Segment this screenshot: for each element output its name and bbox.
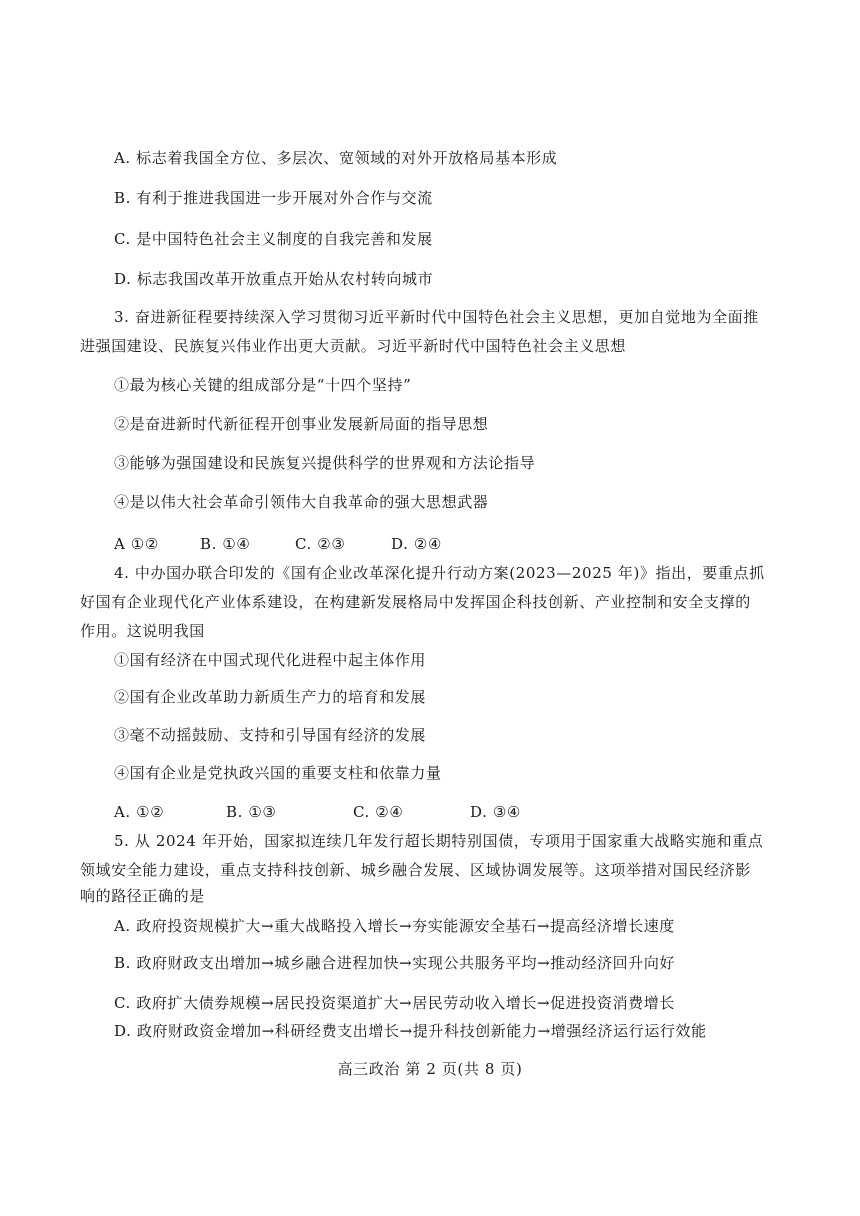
q3-choice-d: D. ②④: [391, 535, 442, 553]
q4-choice-a: A. ①②: [114, 803, 165, 821]
q3-stem-line-1: 3. 奋进新征程要持续深入学习贯彻习近平新时代中国特色社会主义思想，更加自觉地为全面推: [114, 308, 759, 326]
q4-choices: [114, 802, 521, 822]
q3-choice-a: A ①②: [114, 535, 159, 553]
q4-stem-line-1: 4. 中办国办联合印发的《国有企业改革深化提升行动方案(2023—2025 年)》指出，要重点抓: [114, 564, 765, 582]
q4-stem-line-2: 好国有企业现代化产业体系建设，在构建新发展格局中发挥国企科技创新、产业控制和安全支撑的: [80, 593, 751, 611]
q5-stem-line-2: 领域安全能力建设，重点支持科技创新、城乡融合发展、区域协调发展等。这项举措对国民经济影: [80, 861, 751, 879]
q5-option-a: A. 政府投资规模扩大→重大战略投入增长→夯实能源安全基石→提高经济增长速度: [114, 917, 675, 935]
q4-choice-b: B. ①③: [226, 803, 277, 821]
q3-statement-1: ①最为核心关键的组成部分是“十四个坚持”: [114, 376, 412, 394]
q5-stem-line-3: 响的路径正确的是: [80, 887, 205, 905]
q4-choice-d: D. ③④: [470, 803, 521, 821]
q3-choice-c: C. ②③: [295, 535, 346, 553]
q3-statement-3: ③能够为强国建设和民族复兴提供科学的世界观和方法论指导: [114, 454, 536, 472]
q2-option-d: D. 标志我国改革开放重点开始从农村转向城市: [114, 270, 434, 288]
q4-choice-c: C. ②④: [353, 803, 404, 821]
q3-statement-4: ④是以伟大社会革命引领伟大自我革命的强大思想武器: [114, 493, 489, 511]
q4-statement-4: ④国有企业是党执政兴国的重要支柱和依靠力量: [114, 764, 442, 782]
q5-option-b: B. 政府财政支出增加→城乡融合进程加快→实现公共服务平均→推动经济回升向好: [114, 954, 676, 972]
q2-option-c: C. 是中国特色社会主义制度的自我完善和发展: [114, 230, 433, 248]
q3-choices: [114, 534, 442, 554]
q2-option-a: A. 标志着我国全方位、多层次、宽领域的对外开放格局基本形成: [114, 149, 558, 167]
q2-option-b: B. 有利于推进我国进一步开展对外合作与交流: [114, 189, 433, 207]
q5-stem-line-1: 5. 从 2024 年开始，国家拟连续几年发行超长期特别国债，专项用于国家重大战略实施和重点: [114, 832, 764, 850]
q4-statement-1: ①国有经济在中国式现代化进程中起主体作用: [114, 651, 427, 669]
q3-stem-line-2: 进强国建设、民族复兴伟业作出更大贡献。习近平新时代中国特色社会主义思想: [80, 337, 627, 355]
q4-statement-2: ②国有企业改革助力新质生产力的培育和发展: [114, 688, 427, 706]
q4-statement-3: ③毫不动摇鼓励、支持和引导国有经济的发展: [114, 726, 427, 744]
q5-option-d: D. 政府财政资金增加→科研经费支出增长→提升科技创新能力→增强经济运行运行效能: [114, 1022, 707, 1040]
q5-option-c: C. 政府扩大债券规模→居民投资渠道扩大→居民劳动收入增长→促进投资消费增长: [114, 994, 675, 1012]
q4-stem-line-3: 作用。这说明我国: [80, 622, 205, 640]
page-footer: 高三政治 第 2 页(共 8 页): [337, 1060, 523, 1078]
q3-statement-2: ②是奋进新时代新征程开创事业发展新局面的指导思想: [114, 415, 489, 433]
q3-choice-b: B. ①④: [200, 535, 251, 553]
